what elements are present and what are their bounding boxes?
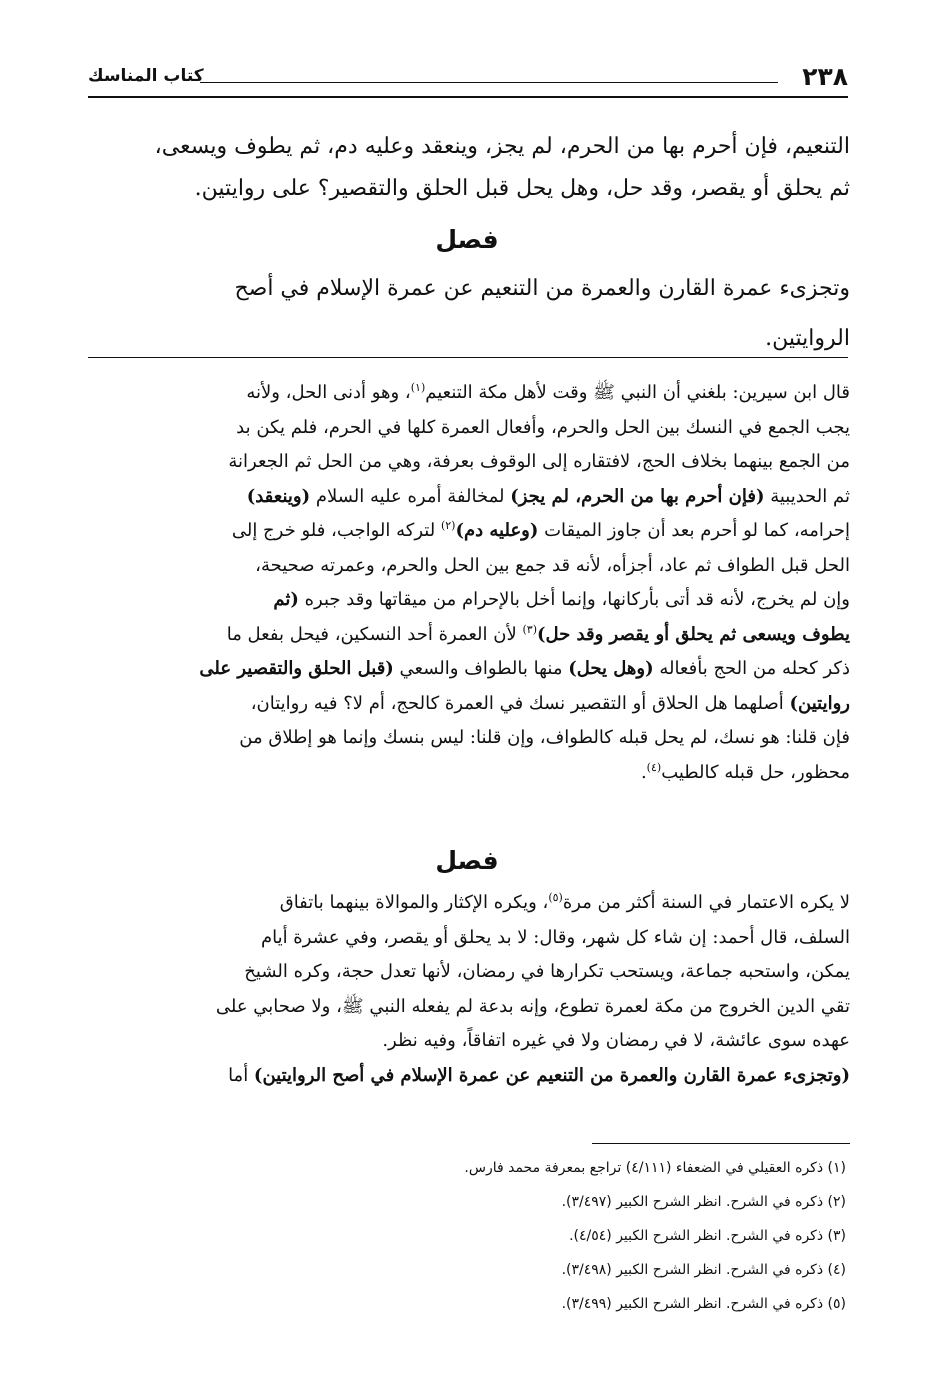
header-rule (200, 82, 778, 83)
section2-text (84, 886, 850, 1093)
text-run: الحل قبل الطواف ثم عاد، أجزأه، لأنه قد جمع بين الحل والحرم، وعمرته صحيحة، (255, 554, 850, 576)
text-line (84, 1059, 850, 1094)
text-run: يمكن، واستحبه جماعة، ويستحب تكرارها في رمضان، لأنها تعدل حجة، وكره الشيخ (244, 961, 850, 982)
text-run: السلف، قال أحمد: إن شاء كل شهر، وقال: لا بد يحلق أو يقصر، وفي عشرة أيام (260, 926, 850, 948)
text-run: ذكر كحله من الحج بأفعاله (653, 658, 850, 679)
text-run: فإن قلنا: هو نسك، لم يحل قبله كالطواف، وإن قلنا: ليس بنسك وإنما هو إطلاق من (239, 727, 850, 748)
matn-top (84, 126, 850, 210)
text-run: يجب الجمع في النسك بين الحل والحرم، وأفعال العمرة كلها في الحرم، فلم يكن بد (236, 416, 850, 438)
text-run: إحرامه، كما لو أحرم بعد أن جاوز الميقات (538, 520, 850, 541)
text-line (84, 990, 850, 1025)
text-line (84, 756, 850, 791)
text-run: لتركه الواجب، فلو خرج إلى (231, 520, 441, 541)
matn-quote: (ثم (273, 589, 299, 610)
text-line: وتجزىء عمرة القارن والعمرة من التنعيم عن عمرة الإسلام في أصح (234, 276, 850, 301)
text-line (84, 376, 850, 411)
matn-quote: روايتين) (789, 692, 850, 714)
text-line (84, 583, 850, 618)
text-run: عهده سوى عائشة، لا في رمضان ولا في غيره اتفاقاً، وفيه نظر. (382, 1030, 850, 1051)
matn-quote: (وتجزىء عمرة القارن والعمرة من التنعيم عن عمرة الإسلام في أصح الروايتين) (253, 1064, 850, 1086)
text-run: . (640, 761, 647, 783)
text-run: منها بالطواف والسعي (393, 658, 569, 679)
text-line (84, 955, 850, 990)
text-run: من الجمع بينهما بخلاف الحج، لافتقاره إلى الوقوف بعرفة، وهي من الحل ثم الجعرانة (228, 451, 850, 472)
footnote: (١) ذكره العقيلي في الضعفاء (٤/١١١) تراجع بمعرفة محمد فارس. (464, 1160, 846, 1176)
footnotes (246, 1151, 846, 1321)
text-run: أصلهما هل الحلاق أو التقصير نسك في العمرة كالحج، أم لا؟ فيه روايتان، (250, 692, 790, 714)
text-run: لأن العمرة أحد النسكين، فيحل بفعل ما (226, 623, 523, 645)
matn-quote: (وينعقد) (246, 485, 311, 507)
text-run: محظور، حل قبله كالطيب (661, 761, 850, 783)
footnote: (٥) ذكره في الشرح. انظر الشرح الكبير (٣/٤٩٩). (561, 1296, 846, 1312)
footnote-marker: (٥) (548, 891, 563, 904)
footnote-rule (592, 1143, 850, 1144)
text-line (84, 480, 850, 515)
text-line (84, 549, 850, 584)
text-run: ، ويكره الإكثار والموالاة بينهما باتفاق (279, 892, 549, 913)
text-run: لمخالفة أمره عليه السلام (310, 485, 511, 507)
text-run: قال ابن سيرين: بلغني أن النبي ﷺ وقت لأهل مكة التنعيم (425, 382, 850, 403)
text-line: ثم يحلق أو يقصر، وقد حل، وهل يحل قبل الحلق والتقصير؟ على روايتين. (194, 176, 850, 201)
matn-quote: (فإن أحرم بها من الحرم، لم يجز) (510, 485, 765, 507)
page-number: ٢٣٨ (802, 62, 848, 91)
text-line (84, 1024, 850, 1059)
commentary-block (84, 376, 850, 790)
text-run: أما (228, 1064, 254, 1086)
text-line (84, 687, 850, 722)
text-run: تقي الدين الخروج من مكة لعمرة تطوع، وإنه بدعة لم يفعله النبي ﷺ، ولا صحابي على (215, 995, 850, 1017)
text-line (84, 721, 850, 756)
text-line (84, 411, 850, 446)
text-line: التنعيم، فإن أحرم بها من الحرم، لم يجز، وينعقد وعليه دم، ثم يطوف ويسعى، (154, 134, 850, 159)
footnote: (٢) ذكره في الشرح. انظر الشرح الكبير (٣/٤٩٧). (561, 1194, 846, 1210)
matn-quote: (وهل يحل) (568, 658, 654, 679)
footnote-marker: (٣) (522, 622, 537, 636)
section-heading: فصل (435, 846, 499, 875)
section-heading: فصل (435, 225, 499, 254)
matn-quote: (قبل الحلق والتقصير على (199, 658, 394, 679)
text-line (84, 886, 850, 921)
text-line: الروايتين. (765, 326, 850, 351)
text-line (84, 445, 850, 480)
matn-commentary-divider (88, 357, 848, 358)
matn-quote: (وعليه دم) (455, 520, 539, 541)
text-line (84, 514, 850, 549)
running-title: كتاب المناسك (88, 66, 204, 86)
footnote-marker: (٤) (646, 760, 662, 774)
header-underline (88, 96, 848, 98)
footnote-marker: (٢) (440, 519, 456, 532)
page-header (88, 62, 848, 96)
section1-matn (84, 264, 850, 364)
text-run: ثم الحديبية (764, 485, 850, 507)
footnote: (٤) ذكره في الشرح. انظر الشرح الكبير (٣/٤٩٨). (561, 1262, 846, 1278)
footnote-marker: (١) (410, 381, 426, 394)
text-line (84, 652, 850, 687)
matn-quote: يطوف ويسعى ثم يحلق أو يقصر وقد حل) (536, 623, 850, 645)
text-line (84, 921, 850, 956)
footnote: (٣) ذكره في الشرح. انظر الشرح الكبير (٤/٥٤). (569, 1228, 846, 1244)
text-line (84, 618, 850, 653)
text-run: وإن لم يخرج، لأنه قد أتى بأركانها، وإنما أخل بالإحرام من ميقاتها وقد جبره (298, 589, 850, 610)
text-run: ، وهو أدنى الحل، ولأنه (246, 382, 411, 403)
text-run: لا يكره الاعتمار في السنة أكثر من مرة (562, 892, 850, 913)
